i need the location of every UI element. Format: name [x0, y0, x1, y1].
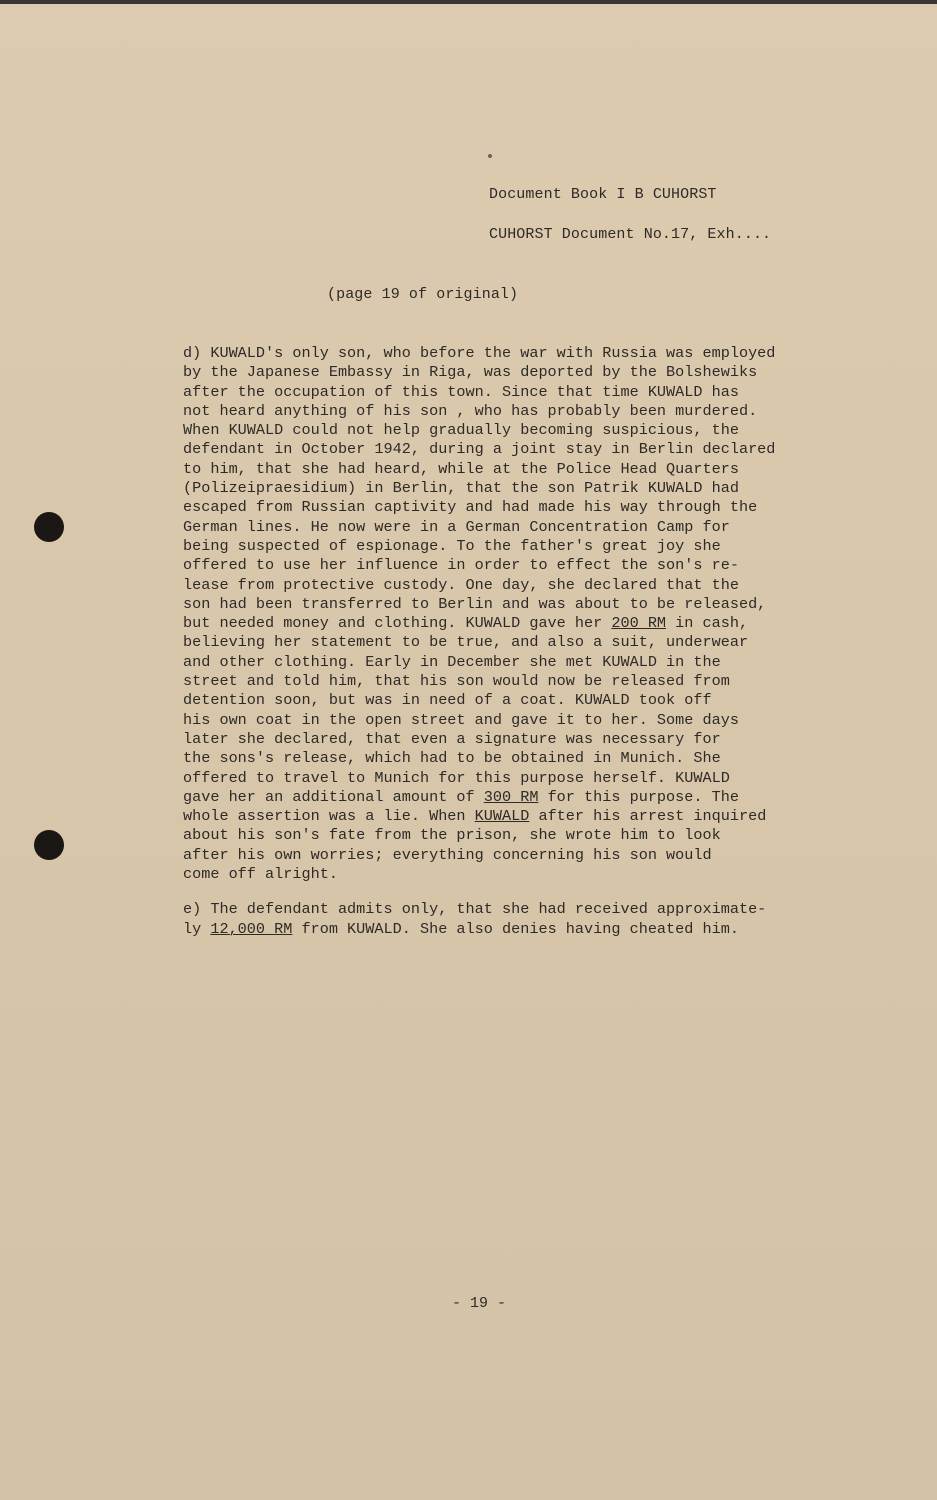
text-span: in cash,	[666, 614, 749, 633]
text-line: his own coat in the open street and gave it to her. Some days	[183, 710, 739, 729]
text-line: to him, that she had heard, while at the Police Head Quarters	[183, 459, 739, 478]
ink-dot	[488, 154, 492, 158]
text-line: about his son's fate from the prison, she wrote him to look	[183, 826, 721, 845]
text-span: ly	[183, 919, 211, 938]
text-line: e) The defendant admits only, that she had received approximate-	[183, 900, 767, 919]
paragraph-e	[183, 900, 823, 939]
text-line: believing her statement to be true, and also a suit, underwear	[183, 633, 749, 652]
document-body	[183, 344, 823, 939]
text-line: street and told him, that his son would now be released from	[183, 672, 730, 691]
text-line: offered to use her influence in order to effect the son's re-	[183, 556, 739, 575]
text-line: German lines. He now were in a German Concentration Camp for	[183, 517, 730, 536]
text-line: not heard anything of his son , who has probably been murdered.	[183, 401, 758, 420]
text-span: after his arrest inquired	[529, 807, 767, 826]
text-line: and other clothing. Early in December she met KUWALD in the	[183, 652, 721, 671]
text-line	[183, 920, 823, 939]
document-book-title: Document Book I B CUHORST	[489, 186, 717, 203]
text-span: but needed money and clothing. KUWALD gave her	[183, 614, 612, 633]
page-reference: (page 19 of original)	[327, 286, 519, 303]
text-line-money	[183, 788, 823, 807]
text-line: come off alright.	[183, 865, 338, 884]
text-span: gave her an additional amount of	[183, 787, 484, 806]
text-line	[183, 807, 823, 826]
underlined-amount: 200 RM	[611, 614, 667, 633]
paragraph-gap	[183, 884, 823, 900]
underlined-amount: 12,000 RM	[210, 919, 293, 938]
text-line: after his own worries; everything concerning his son would	[183, 845, 712, 864]
text-line: the sons's release, which had to be obtained in Munich. She	[183, 749, 721, 768]
underlined-amount: 300 RM	[483, 787, 539, 806]
text-line: When KUWALD could not help gradually becoming suspicious, the	[183, 421, 739, 440]
text-line: (Polizeipraesidium) in Berlin, that the son Patrik KUWALD had	[183, 479, 739, 498]
text-line: detention soon, but was in need of a coat. KUWALD took off	[183, 691, 712, 710]
underlined-name: KUWALD	[474, 807, 530, 826]
text-line: later she declared, that even a signature was necessary for	[183, 729, 721, 748]
text-line: defendant in October 1942, during a joint stay in Berlin declared	[183, 440, 776, 459]
text-line-money	[183, 614, 823, 633]
text-line: after the occupation of this town. Since that time KUWALD has	[183, 382, 739, 401]
text-line: lease from protective custody. One day, she declared that the	[183, 575, 739, 594]
text-line: offered to travel to Munich for this purpose herself. KUWALD	[183, 768, 730, 787]
text-line: son had been transferred to Berlin and was about to be released,	[183, 594, 767, 613]
document-number: CUHORST Document No.17, Exh....	[489, 226, 772, 243]
text-span: from KUWALD. She also denies having cheated him.	[292, 919, 739, 938]
text-span: for this purpose. The	[538, 787, 739, 806]
punch-hole-upper	[34, 512, 64, 542]
text-span: whole assertion was a lie. When	[183, 807, 475, 826]
paragraph-d	[183, 344, 823, 884]
text-line: d) KUWALD's only son, who before the war with Russia was employed	[183, 344, 776, 362]
page-top-edge	[0, 0, 937, 4]
text-line: being suspected of espionage. To the father's great joy she	[183, 536, 721, 555]
text-line: escaped from Russian captivity and had made his way through the	[183, 498, 758, 517]
punch-hole-lower	[34, 830, 64, 860]
page-number: - 19 -	[452, 1295, 507, 1312]
text-line: by the Japanese Embassy in Riga, was deported by the Bolshewiks	[183, 363, 758, 382]
